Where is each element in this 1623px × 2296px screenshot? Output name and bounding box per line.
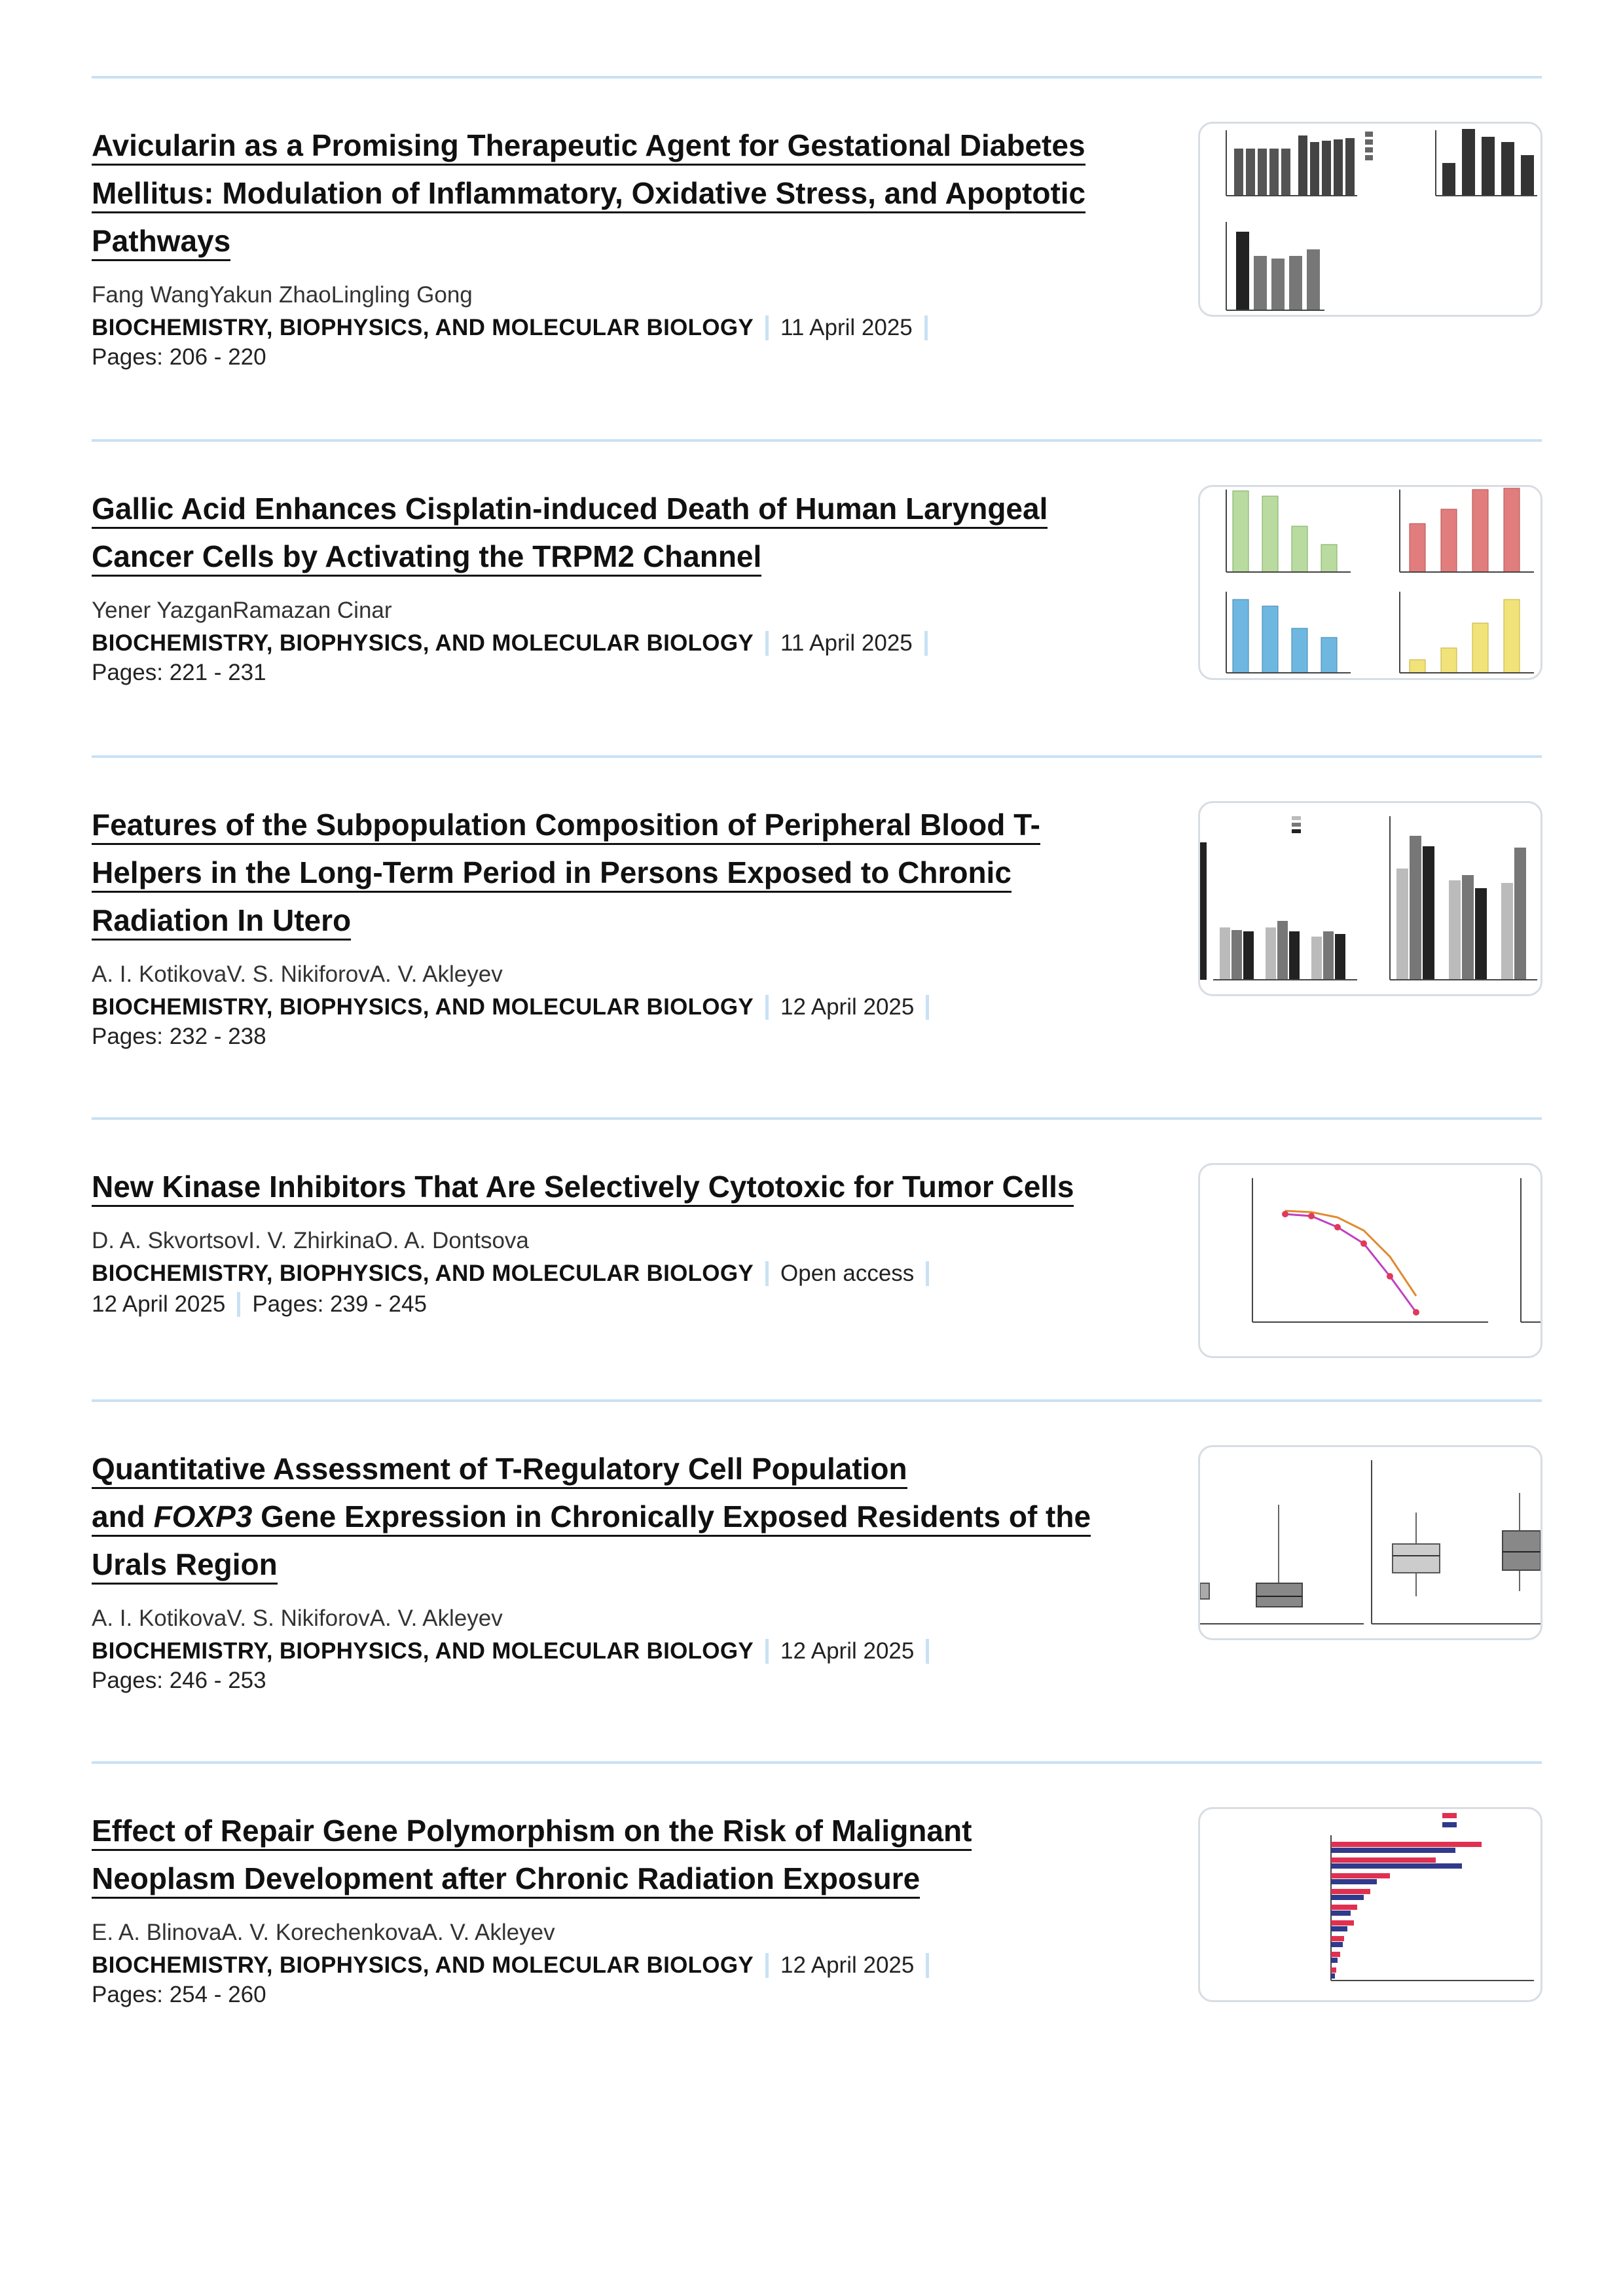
article-title-link[interactable] <box>92 122 1165 265</box>
publication-date: 12 April 2025 <box>780 1952 915 1978</box>
article-meta <box>92 1636 1165 1666</box>
thumbnail-figure <box>1200 803 1541 994</box>
meta-separator <box>765 631 769 656</box>
article-pages: Pages: 239 - 245 <box>252 1291 427 1317</box>
article-authors: A. I. KotikovaV. S. NikiforovA. V. Akleyev <box>92 1605 503 1631</box>
gene-name: FOXP3 <box>153 1499 253 1534</box>
journal-name: BIOCHEMISTRY, BIOPHYSICS, AND MOLECULAR BIOLOGY <box>92 994 754 1020</box>
title-text: Gene Expression in Chronically Exposed Residents of the <box>252 1499 1091 1534</box>
article-pages: Pages: 221 - 231 <box>92 660 266 685</box>
article-title-line: Features of the Subpopulation Composition of Peripheral Blood T- <box>92 808 1040 845</box>
article-authors: D. A. SkvortsovI. V. ZhirkinaO. A. Dontsova <box>92 1228 529 1253</box>
article-pages: Pages: 246 - 253 <box>92 1668 266 1693</box>
article-thumbnail[interactable] <box>1198 485 1542 680</box>
article-meta <box>92 312 1165 343</box>
article-authors: Yener YazganRamazan Cinar <box>92 598 392 623</box>
article-title-line: Mellitus: Modulation of Inflammatory, Oxidative Stress, and Apoptotic <box>92 176 1085 213</box>
meta-separator <box>237 1292 240 1317</box>
meta-separator <box>765 315 769 340</box>
article-title-line: Urals Region <box>92 1547 278 1585</box>
thumbnail-figure <box>1200 1447 1541 1638</box>
article-title-line: New Kinase Inhibitors That Are Selectively Cytotoxic for Tumor Cells <box>92 1170 1074 1207</box>
meta-separator <box>926 1261 929 1286</box>
article-meta-secondary <box>92 1289 1165 1319</box>
meta-separator <box>924 315 928 340</box>
meta-separator <box>765 995 769 1020</box>
article-authors: E. A. BlinovaA. V. KorechenkovaA. V. Akleyev <box>92 1920 555 1945</box>
publication-date: 12 April 2025 <box>780 994 915 1020</box>
article-thumbnail[interactable] <box>1198 801 1542 996</box>
article-title-link[interactable] <box>92 1807 1165 1903</box>
thumbnail-figure <box>1200 1165 1541 1356</box>
article-title-line: Pathways <box>92 224 230 261</box>
journal-name: BIOCHEMISTRY, BIOPHYSICS, AND MOLECULAR BIOLOGY <box>92 1952 754 1978</box>
article-thumbnail[interactable] <box>1198 1163 1542 1358</box>
journal-name: BIOCHEMISTRY, BIOPHYSICS, AND MOLECULAR BIOLOGY <box>92 1638 754 1664</box>
title-text: and <box>92 1499 154 1534</box>
article-authors: A. I. KotikovaV. S. NikiforovA. V. Akleyev <box>92 961 503 987</box>
meta-separator <box>926 1639 929 1664</box>
article-title-line: Neoplasm Development after Chronic Radiation Exposure <box>92 1861 920 1899</box>
article-authors: Fang WangYakun ZhaoLingling Gong <box>92 282 473 308</box>
article-meta <box>92 992 1165 1022</box>
publication-date: 11 April 2025 <box>780 315 913 340</box>
article-title-line: Effect of Repair Gene Polymorphism on the Risk of Malignant <box>92 1814 972 1851</box>
article-title-line: Gallic Acid Enhances Cisplatin-induced Death of Human Laryngeal <box>92 492 1048 529</box>
journal-name: BIOCHEMISTRY, BIOPHYSICS, AND MOLECULAR BIOLOGY <box>92 315 754 340</box>
article-title-link[interactable] <box>92 485 1165 581</box>
article-thumbnail[interactable] <box>1198 122 1542 317</box>
article-pages: Pages: 254 - 260 <box>92 1982 266 2007</box>
meta-separator <box>924 631 928 656</box>
divider <box>92 755 1542 758</box>
access-badge: Open access <box>780 1261 915 1286</box>
journal-name: BIOCHEMISTRY, BIOPHYSICS, AND MOLECULAR BIOLOGY <box>92 1261 754 1286</box>
article-title-line: Cancer Cells by Activating the TRPM2 Channel <box>92 539 761 577</box>
thumbnail-figure <box>1200 487 1541 678</box>
article-title-line: Avicularin as a Promising Therapeutic Agent for Gestational Diabetes <box>92 128 1085 166</box>
divider <box>92 76 1542 79</box>
publication-date: 12 April 2025 <box>780 1638 915 1664</box>
journal-name: BIOCHEMISTRY, BIOPHYSICS, AND MOLECULAR BIOLOGY <box>92 630 754 656</box>
article-thumbnail[interactable] <box>1198 1807 1542 2002</box>
divider <box>92 439 1542 442</box>
divider <box>92 1761 1542 1764</box>
article-pages: Pages: 206 - 220 <box>92 344 266 370</box>
article-title-line: Quantitative Assessment of T-Regulatory Cell Population <box>92 1452 907 1489</box>
article-title-link[interactable] <box>92 1163 1165 1211</box>
article-meta <box>92 1950 1165 1981</box>
article-title-line <box>92 1499 1091 1537</box>
meta-separator <box>926 995 929 1020</box>
article-title-line: Helpers in the Long-Term Period in Persons Exposed to Chronic <box>92 855 1012 893</box>
article-title-link[interactable] <box>92 1445 1165 1588</box>
meta-separator <box>765 1639 769 1664</box>
divider <box>92 1117 1542 1120</box>
article-meta <box>92 628 1165 658</box>
publication-date: 12 April 2025 <box>92 1291 226 1317</box>
meta-separator <box>926 1953 929 1978</box>
publication-date: 11 April 2025 <box>780 630 913 656</box>
meta-separator <box>765 1261 769 1286</box>
article-title-line: Radiation In Utero <box>92 903 351 941</box>
article-thumbnail[interactable] <box>1198 1445 1542 1640</box>
article-meta <box>92 1258 1165 1289</box>
thumbnail-figure <box>1200 124 1541 315</box>
divider <box>92 1399 1542 1402</box>
meta-separator <box>765 1953 769 1978</box>
article-pages: Pages: 232 - 238 <box>92 1024 266 1049</box>
thumbnail-figure <box>1200 1809 1541 2000</box>
article-title-link[interactable] <box>92 801 1165 944</box>
